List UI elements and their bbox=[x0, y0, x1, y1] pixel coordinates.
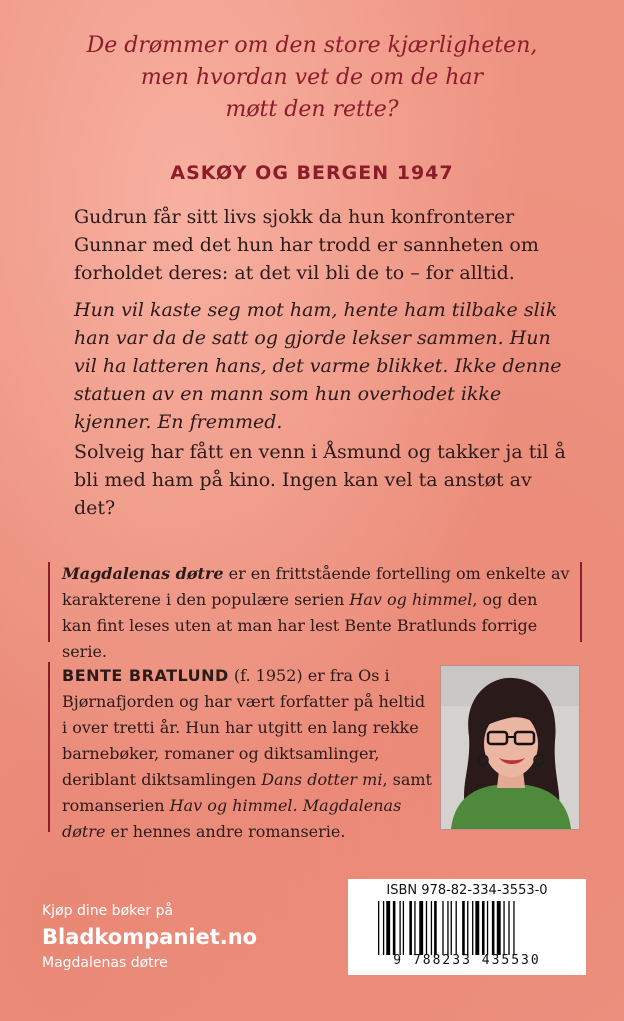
store-website[interactable]: Bladkompaniet.no bbox=[42, 925, 258, 949]
blurb-paragraph-1: Gudrun får sitt livs sjokk da hun konfronterer Gunnar med det hun har trodd er sannheten om forholdet deres: at det vil bli de to – for alltid. bbox=[74, 206, 539, 284]
blurb-paragraph-3: Solveig har fått en venn i Åsmund og takker ja til å bli med ham på kino. Ingen kan vel ta anstøt av det? bbox=[74, 441, 566, 519]
note-left-rule bbox=[48, 562, 50, 642]
bio-left-rule bbox=[48, 662, 50, 832]
note-right-rule bbox=[580, 562, 582, 642]
note-title: Magdalenas døtre bbox=[62, 564, 224, 583]
tagline bbox=[60, 30, 564, 126]
author-photo bbox=[441, 666, 579, 829]
author-name: BENTE BRATLUND bbox=[62, 666, 229, 685]
barcode-icon bbox=[378, 901, 556, 955]
setting-heading: ASKØY OG BERGEN 1947 bbox=[170, 162, 454, 184]
bio-text-2: , samt romanserien bbox=[62, 770, 432, 815]
note-text-1: er en frittstående fortelling om enkelte av karakterene i den populære serien bbox=[62, 564, 570, 609]
bio-work-2: Hav og himmel. Magdalenas døtre bbox=[62, 796, 402, 841]
blurb-paragraph-2: Hun vil kaste seg mot ham, hente ham tilbake slik han var da de satt og gjorde lekser sammen. Hun vil ha latteren hans, det varme blikket. Ikke denne statuen av en mann som hun overhodet ikke kjenner. En fremmed. bbox=[74, 299, 562, 433]
author-portrait-illustration bbox=[441, 666, 579, 829]
author-bio bbox=[62, 663, 432, 845]
isbn-text: ISBN 978-82-334-3553-0 bbox=[386, 883, 548, 898]
bio-text-3: er hennes andre romanserie. bbox=[105, 822, 346, 841]
store-line-1: Kjøp dine bøker på bbox=[42, 903, 174, 919]
bio-text-1: (f. 1952) er fra Os i Bjørnafjorden og har vært forfatter på heltid i over tretti år. Hun har utgitt en lang rekke barnebøker, romaner og diktsamlinger, deriblant diktsamlingen bbox=[62, 666, 426, 789]
series-note bbox=[62, 561, 572, 665]
bio-work-1: Dans dotter mi bbox=[261, 770, 383, 789]
tagline-line-3: møtt den rette? bbox=[225, 97, 399, 122]
barcode-box bbox=[348, 879, 586, 975]
tagline-line-2: men hvordan vet de om de har bbox=[140, 65, 484, 90]
barcode-digits: 9 788233 435530 bbox=[393, 953, 541, 968]
tagline-line-1: De drømmer om den store kjærligheten, bbox=[86, 33, 538, 58]
note-text-2: , og den kan fint leses uten at man har lest Bente Bratlunds forrige serie. bbox=[62, 590, 538, 661]
store-line-3: Magdalenas døtre bbox=[42, 955, 168, 971]
store-promo bbox=[42, 903, 257, 971]
note-series: Hav og himmel bbox=[349, 590, 473, 609]
